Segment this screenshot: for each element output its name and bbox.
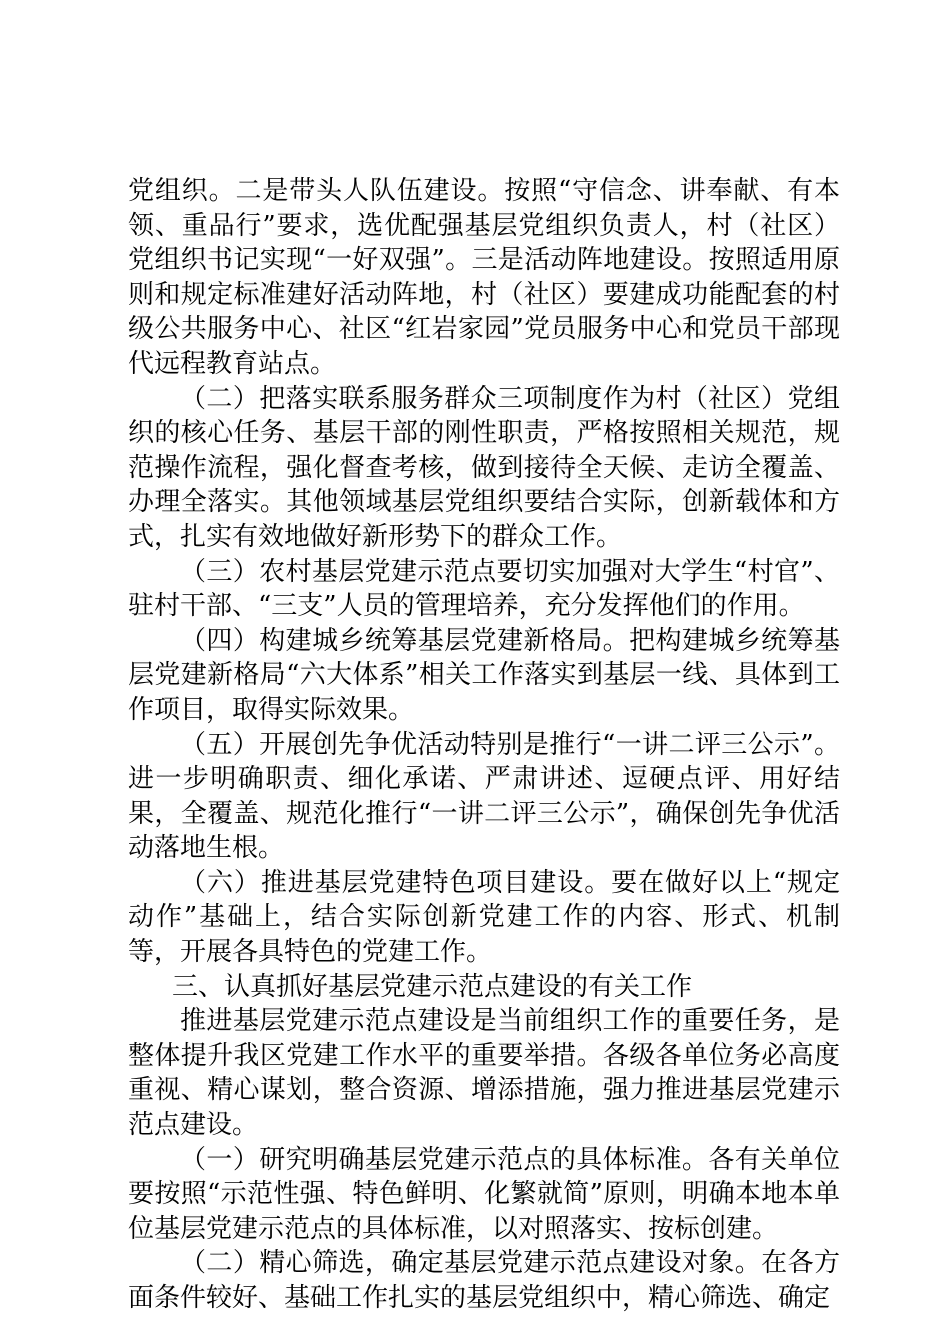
- paragraph-9: （二）精心筛选，确定基层党建示范点建设对象。在各方面条件较好、基础工作扎实的基层党组织中，精心筛选、确定: [128, 1248, 840, 1313]
- paragraph-5: （五）开展创先争优活动特别是推行“一讲二评三公示”。进一步明确职责、细化承诺、严肃讲述、逗硬点评、用好结果，全覆盖、规范化推行“一讲二评三公示”，确保创先争优活动落地生根。: [128, 729, 840, 864]
- paragraph-6: （六）推进基层党建特色项目建设。要在做好以上“规定动作”基础上，结合实际创新党建工作的内容、形式、机制等，开展各具特色的党建工作。: [128, 867, 840, 968]
- section-heading: 三、认真抓好基层党建示范点建设的有关工作: [172, 971, 693, 1002]
- paragraph-7: 推进基层党建示范点建设是当前组织工作的重要任务，是整体提升我区党建工作水平的重要举措。各级各单位务必高度重视、精心谋划，整合资源、增添措施，强力推进基层党建示范点建设。: [128, 1006, 840, 1141]
- document-page: [128, 174, 840, 1316]
- paragraph-1: 党组织。二是带头人队伍建设。按照“守信念、讲奉献、有本领、重品行”要求，选优配强基层党组织负责人，村（社区）党组织书记实现“一好双强”。三是活动阵地建设。按照适用原则和规定标准建好活动阵地，村（社区）要建成功能配套的村级公共服务中心、社区“红岩家园”党员服务中心和党员干部现代远程教育站点。: [128, 176, 840, 379]
- paragraph-8: （一）研究明确基层党建示范点的具体标准。各有关单位要按照“示范性强、特色鲜明、化繁就简”原则，明确本地本单位基层党建示范点的具体标准，以对照落实、按标创建。: [128, 1144, 840, 1244]
- paragraph-2: （二）把落实联系服务群众三项制度作为村（社区）党组织的核心任务、基层干部的刚性职责，严格按照相关规范，规范操作流程，强化督查考核，做到接待全天候、走访全覆盖、办理全落实。其他领域基层党组织要结合实际，创新载体和方式，扎实有效地做好新形势下的群众工作。: [128, 383, 840, 552]
- paragraph-3: （三）农村基层党建示范点要切实加强对大学生“村官”、驻村干部、“三支”人员的管理培养，充分发挥他们的作用。: [128, 556, 840, 622]
- paragraph-4: （四）构建城乡统筹基层党建新格局。把构建城乡统筹基层党建新格局“六大体系”相关工作落实到基层一线、具体到工作项目，取得实际效果。: [128, 625, 840, 725]
